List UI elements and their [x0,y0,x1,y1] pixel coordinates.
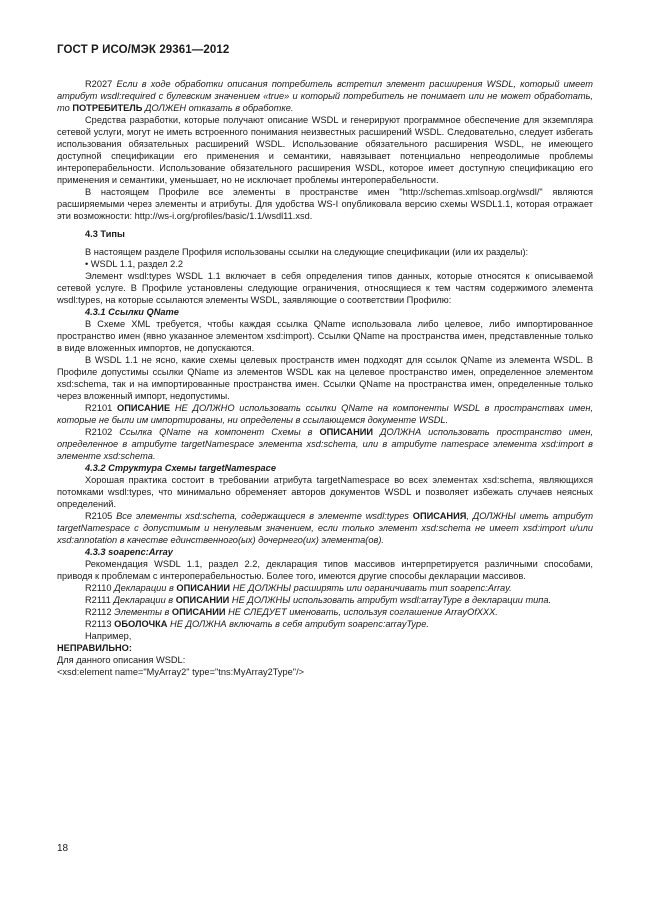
paragraph [57,606,593,618]
text-run: Если в ходе обработки описания потребитель встретил элемент расширения WSDL, который имеет атрибут wsdl:required с булевским значением «true» и который потребитель не понимает или не может обработать, то [57,79,594,113]
paragraph [57,354,593,402]
text-run: Рекомендация WSDL 1.1, раздел 2.2, декларация типов массивов интерпретируется различными способами, приводя к проблемам с интероперабельностью. Более того, имеются другие способы декларации массивов. [57,559,593,581]
paragraph [57,186,593,222]
text-run: R2113 [85,619,115,629]
text-run: ОПИСАНИЯ [412,511,467,521]
paragraph [57,246,593,258]
text-run: Декларации в [113,595,176,605]
text-run: Хорошая практика состоит в требовании атрибута targetNamespace во всех элементах xsd:schema, являющихся потомками wsdl:types, что минимально обременяет авторов документов WSDL и позволяет избежать случаев неясных определений. [57,475,593,509]
text-run: ОПИСАНИИ [171,607,226,617]
paragraph [57,594,593,606]
paragraph [57,474,593,510]
text-run: Все элементы xsd:schema, содержащиеся в элементе wsdl:types [116,511,413,521]
paragraph [57,258,593,270]
paragraph [57,114,593,186]
text-run: ОБОЛОЧКА [114,619,168,629]
text-run: ПОТРЕБИТЕЛЬ [72,103,143,113]
paragraph [57,402,593,426]
text-run: НЕ ДОЛЖНЫ расширять или ограничивать тип soapenc:Array. [230,583,512,593]
text-run: 4.3.2 Структура Схемы targetNamespace [85,463,276,473]
paragraph [57,78,593,114]
paragraph [57,618,593,630]
paragraph [57,462,593,474]
text-run: Декларации в [114,583,177,593]
paragraph [57,228,593,240]
text-run: В WSDL 1.1 не ясно, какие схемы целевых пространств имен подходят для ссылок QName из элемента WSDL. В Профиле допустимы ссылки QName из элементов WSDL как на целевое пространство имен, определенное элементом xsd:schema, так и на импортированные пространства имен. Ссылки QName на пространства имен, определенные только через вложенный импорт, недопустимы. [57,355,593,401]
text-run: Ссылка QName на компонент Схемы в [119,427,320,437]
text-run: R2110 [85,583,115,593]
paragraph [57,666,593,678]
paragraph [57,306,593,318]
text-run: 4.3.3 soapenc:Array [85,547,173,557]
text-run: 4.3 Типы [85,229,125,239]
paragraph [57,558,593,582]
text-run: НЕ ДОЛЖНЫ использовать атрибут wsdl:arrayType в декларации типа. [229,595,552,605]
text-run: ОПИСАНИИ [175,595,230,605]
text-run: R2027 [85,79,117,89]
text-run: ОПИСАНИИ [319,427,374,437]
text-run: НЕ СЛЕДУЕТ именовать, используя соглашение ArrayOfXXX. [225,607,498,617]
paragraph [57,510,593,546]
text-run: ОПИСАНИЕ [117,403,171,413]
text-run: Например, [85,631,132,641]
text-run: В настоящем Профиле все элементы в пространстве имен "http://schemas.xmlsoap.org/wsdl/" являются расширяемыми через элементы и атрибуты. Для удобства WS-I опубликовала версию схемы WSDL1.1, которая отражает эти возможности: http://ws-i.org/profiles/basic/1.1/wsdl11.xsd. [57,187,593,221]
paragraph [57,582,593,594]
text-run: Элемент wsdl:types WSDL 1.1 включает в себя определения типов данных, которые относятся к описываемой сетевой услуге. В Профиле установлены следующие ограничения, относящиеся к тем частям содержимого элемента wsdl:types, на которые ссылаются элементы WSDL, заявляющие о соответствии Профилю: [57,271,593,305]
text-run: R2105 [85,511,117,521]
paragraph [57,270,593,306]
paragraph [57,630,593,642]
text-run: ОПИСАНИИ [176,583,230,593]
document-header: ГОСТ Р ИСО/МЭК 29361—2012 [57,44,230,56]
text-run: • WSDL 1.1, раздел 2.2 [85,259,184,269]
text-run: В настоящем разделе Профиля использованы ссылки на следующие спецификации (или их разделы): [85,247,529,257]
text-run: Средства разработки, которые получают описание WSDL и генерируют программное обеспечение для экземпляра сетевой услуги, могут не иметь встроенного понимания неизвестных расширений WSDL. Следовательно, следует избегать использования обязательных расширений WSDL. Использование обязательного расширения WSDL, не имеющего доступной спецификации его применения и семантики, навязывает потенциально непреодолимые проблемы интероперабельности. Использование обязательного расширения WSDL, которое имеет доступную спецификацию его применения и семантики, уменьшает, но не исключает проблемы интероперабельности. [57,115,593,185]
paragraph [57,546,593,558]
text-run: НЕ ДОЛЖНА включать в себя атрибут soapenc:arrayType. [167,619,429,629]
text-run: В Схеме XML требуется, чтобы каждая ссылка QName использовала либо целевое, либо импортированное пространство имен (явно указанное элементом xsd:import). Ссылки QName на пространства имен, представленные только в виде вложенных импортов, не допускаются. [57,319,593,353]
text-run: R2102 [85,427,120,437]
text-run: ДОЛЖНА использовать пространство имен, определенное в атрибуте targetNamespace элемента xsd:schema, или в атрибуте namespace элемента xsd:import в элементе xsd:schema. [57,427,594,461]
document-body [57,78,593,678]
text-run: R2112 [85,607,115,617]
text-run: НЕ ДОЛЖНО использовать ссылки QName на компоненты WSDL в пространствах имен, которые не были им импортированы, ни определены в ссылающемся документе WSDL. [57,403,593,425]
paragraph [57,642,593,654]
paragraph [57,318,593,354]
text-run: Элементы в [114,607,172,617]
text-run: Для данного описания WSDL: [57,655,186,665]
text-run: R2111 [85,595,114,605]
text-run: <xsd:element name="MyArray2" type="tns:MyArray2Type"/> [57,667,305,677]
text-run: R2101 [85,403,117,413]
text-run: 4.3.1 Ссылки QName [85,307,179,317]
text-run: , ДОЛЖНЫ иметь атрибут targetNamespace с допустимым и ненулевым значением, если только элемент xsd:schema не имеет xsd:import и/или xsd:annotation в качестве единственного(ых) дочернего(их) элемента(ов). [57,511,594,545]
paragraph [57,426,593,462]
text-run: ДОЛЖЕН отказать в обработке. [142,103,294,113]
page-number: 18 [57,843,69,854]
text-run: НЕПРАВИЛЬНО: [57,643,132,653]
paragraph [57,654,593,666]
